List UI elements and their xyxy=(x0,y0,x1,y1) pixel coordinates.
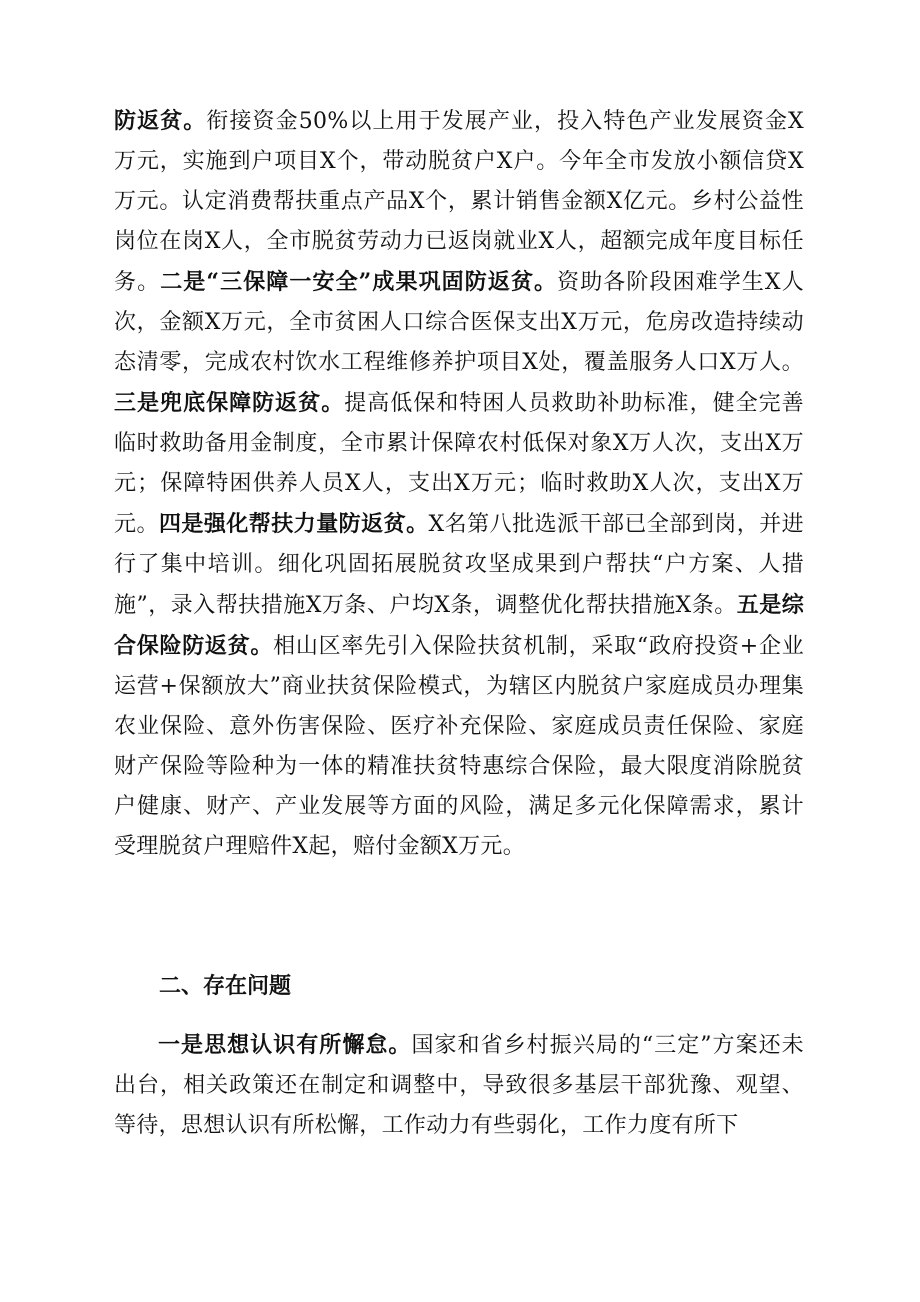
bold-lead-phrase: 三是兜底保障防返贫。 xyxy=(114,390,345,416)
section-heading: 二、存在问题 xyxy=(159,973,292,999)
body-paragraph xyxy=(114,1025,804,1146)
bold-lead-phrase: 四是强化帮扶力量防返贫。 xyxy=(158,511,429,537)
bold-lead-phrase: 防返贫。 xyxy=(114,108,207,134)
paragraph-text: 提高低保和特困人员救助补助标准，健全完善临时救助备用金制度，全市累计保障农村低保对象X万人次，支出X万元；保障特困供养人员X人，支出X万元；临时救助X人次，支出X万元。 xyxy=(114,391,804,537)
paragraph-text: 资助各阶段困难学生X人次，金额X万元，全市贫困人口综合医保支出X万元，危房改造持续动态清零，完成农村饮水工程维修养护项目X处，覆盖服务人口X万人。 xyxy=(114,270,804,375)
paragraph-text: 相山区率先引入保险扶贫机制，采取“政府投资+企业运营+保额放大”商业扶贫保险模式，为辖区内脱贫户家庭成员办理集农业保险、意外伤害保险、医疗补充保险、家庭成员责任保险、家庭财产保险等险种为一体的精准扶贫特惠综合保险，最大限度消除脱贫户健康、财产、产业发展等方面的风险，满足多元化保障需求，累计受理脱贫户理赔件X起，赔付金额X万元。 xyxy=(114,634,804,859)
paragraph-text: 衔接资金50%以上用于发展产业，投入特色产业发展资金X万元，实施到户项目X个，带动脱贫户X户。今年全市发放小额信贷X万元。认定消费帮扶重点产品X个，累计销售金额X亿元。乡村公益性岗位在岗X人，全市脱贫劳动力已返岗就业X人，超额完成年度目标任务。 xyxy=(114,109,805,295)
bold-lead-phrase: 一是思想认识有所懈怠。 xyxy=(158,1032,412,1058)
body-paragraph xyxy=(114,101,804,867)
paragraph-text: X名第八批选派干部已全部到岗，并进行了集中培训。细化巩固拓展脱贫攻坚成果到户帮扶“户方案、人措施”，录入帮扶措施X万条、户均X条，调整优化帮扶措施X条。 xyxy=(114,512,804,618)
paragraph-text: 国家和省乡村振兴局的“三定”方案还未出台，相关政策还在制定和调整中，导致很多基层干部犹豫、观望、等待，思想认识有所松懈，工作动力有些弱化，工作力度有所下 xyxy=(114,1033,804,1138)
bold-lead-phrase: 二是“三保障一安全”成果巩固防返贫。 xyxy=(160,269,558,295)
bold-lead-phrase: 五是综合保险防返贫。 xyxy=(114,592,805,659)
